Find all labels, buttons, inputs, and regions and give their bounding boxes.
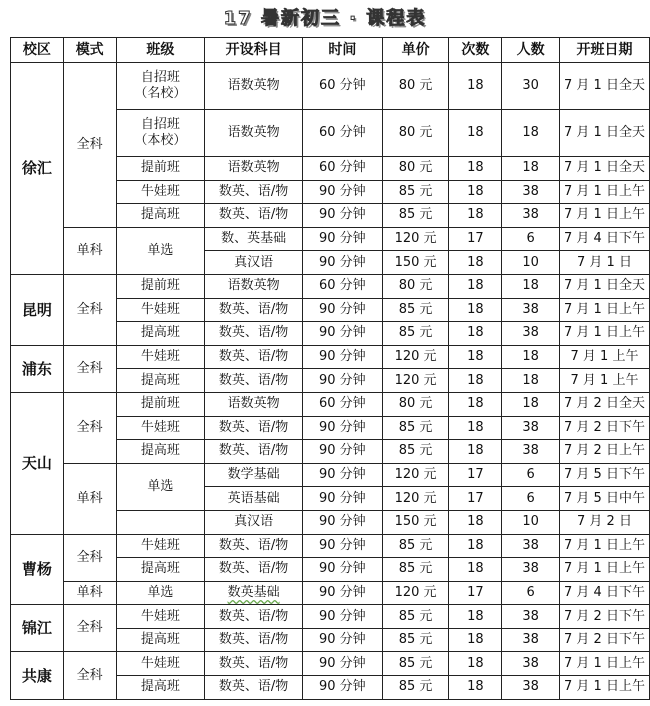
time-cell: 60 分钟 [303,274,383,298]
price-cell: 120 元 [382,487,449,511]
sessions-cell: 18 [449,534,502,558]
class-cell: 提高班 [116,440,205,464]
subjects-cell: 真汉语 [205,251,303,275]
price-cell: 85 元 [382,676,449,700]
people-cell: 38 [502,605,560,629]
sessions-cell: 18 [449,440,502,464]
table-row [11,463,650,487]
people-cell: 18 [502,369,560,393]
subjects-cell: 数英、语/物 [205,345,303,369]
class-cell: 提高班 [116,676,205,700]
class-cell: 提前班 [116,157,205,181]
date-cell: 7 月 1 日上午 [560,534,650,558]
table-row [11,227,650,251]
campus-cell: 昆明 [11,274,64,345]
time-cell: 90 分钟 [303,652,383,676]
people-cell: 18 [502,345,560,369]
time-cell: 90 分钟 [303,204,383,228]
class-cell: 牛娃班 [116,605,205,629]
subjects-cell: 数英、语/物 [205,534,303,558]
header-mode: 模式 [63,38,116,63]
class-cell: 单选 [116,227,205,274]
class-cell: 牛娃班 [116,180,205,204]
people-cell: 6 [502,487,560,511]
sessions-cell: 18 [449,676,502,700]
subjects-cell: 数英、语/物 [205,558,303,582]
subjects-cell: 语数英物 [205,392,303,416]
table-row [11,274,650,298]
mode-cell: 单科 [63,227,116,274]
people-cell: 38 [502,534,560,558]
sessions-cell: 18 [449,369,502,393]
class-cell-empty [116,510,205,534]
sessions-cell: 18 [449,605,502,629]
people-cell: 38 [502,440,560,464]
campus-cell: 共康 [11,652,64,699]
campus-cell: 锦江 [11,605,64,652]
class-cell: 提前班 [116,274,205,298]
sessions-cell: 18 [449,322,502,346]
mode-cell: 全科 [63,534,116,581]
date-cell: 7 月 1 日上午 [560,558,650,582]
price-cell: 85 元 [382,440,449,464]
price-cell: 80 元 [382,63,449,110]
class-cell: 单选 [116,581,205,605]
subjects-cell: 数、英基础 [205,227,303,251]
time-cell: 60 分钟 [303,110,383,157]
table-row [11,63,650,110]
subjects-cell: 数英、语/物 [205,440,303,464]
price-cell: 85 元 [382,322,449,346]
header-subjects: 开设科目 [205,38,303,63]
date-cell: 7 月 2 日下午 [560,628,650,652]
people-cell: 38 [502,204,560,228]
people-cell: 18 [502,274,560,298]
price-cell: 120 元 [382,581,449,605]
sessions-cell: 17 [449,227,502,251]
people-cell: 38 [502,298,560,322]
sessions-cell: 18 [449,274,502,298]
class-cell: 自招班 （名校） [116,63,205,110]
date-cell: 7 月 1 日全天 [560,110,650,157]
sessions-cell: 18 [449,251,502,275]
schedule-table [10,37,650,700]
people-cell: 38 [502,558,560,582]
date-cell: 7 月 2 日 [560,510,650,534]
date-cell: 7 月 1 日上午 [560,652,650,676]
time-cell: 60 分钟 [303,63,383,110]
time-cell: 90 分钟 [303,440,383,464]
class-cell: 提高班 [116,322,205,346]
sessions-cell: 18 [449,204,502,228]
date-cell: 7 月 1 日上午 [560,322,650,346]
people-cell: 18 [502,157,560,181]
mode-cell: 全科 [63,63,116,228]
date-cell: 7 月 1 日上午 [560,298,650,322]
price-cell: 85 元 [382,416,449,440]
people-cell: 10 [502,510,560,534]
class-cell: 牛娃班 [116,534,205,558]
sessions-cell: 18 [449,63,502,110]
time-cell: 90 分钟 [303,227,383,251]
people-cell: 38 [502,628,560,652]
people-cell: 6 [502,581,560,605]
price-cell: 80 元 [382,110,449,157]
class-cell: 提高班 [116,628,205,652]
time-cell: 90 分钟 [303,369,383,393]
sessions-cell: 18 [449,110,502,157]
price-cell: 150 元 [382,510,449,534]
table-row [11,605,650,629]
sessions-cell: 17 [449,581,502,605]
subjects-cell: 语数英物 [205,110,303,157]
price-cell: 120 元 [382,369,449,393]
time-cell: 90 分钟 [303,322,383,346]
price-cell: 120 元 [382,227,449,251]
time-cell: 90 分钟 [303,510,383,534]
mode-cell: 全科 [63,345,116,392]
time-cell: 90 分钟 [303,487,383,511]
sessions-cell: 18 [449,628,502,652]
subjects-cell: 数学基础 [205,463,303,487]
date-cell: 7 月 1 日上午 [560,676,650,700]
header-campus: 校区 [11,38,64,63]
class-cell: 牛娃班 [116,345,205,369]
date-cell: 7 月 1 上午 [560,345,650,369]
price-cell: 85 元 [382,652,449,676]
time-cell: 60 分钟 [303,157,383,181]
sessions-cell: 18 [449,510,502,534]
date-cell: 7 月 4 日下午 [560,581,650,605]
price-cell: 80 元 [382,157,449,181]
mode-cell: 全科 [63,274,116,345]
table-row [11,534,650,558]
people-cell: 10 [502,251,560,275]
date-cell: 7 月 1 日全天 [560,157,650,181]
date-cell: 7 月 1 日上午 [560,180,650,204]
subjects-cell: 数英、语/物 [205,204,303,228]
time-cell: 90 分钟 [303,251,383,275]
people-cell: 38 [502,180,560,204]
sessions-cell: 18 [449,345,502,369]
class-cell: 提高班 [116,558,205,582]
class-cell: 牛娃班 [116,652,205,676]
class-cell: 提前班 [116,392,205,416]
subjects-cell: 数英、语/物 [205,180,303,204]
price-cell: 120 元 [382,345,449,369]
subjects-cell: 数英、语/物 [205,628,303,652]
subjects-cell: 语数英物 [205,274,303,298]
mode-cell: 单科 [63,581,116,605]
price-cell: 85 元 [382,558,449,582]
mode-cell: 全科 [63,392,116,463]
subjects-cell: 数英、语/物 [205,322,303,346]
sessions-cell: 18 [449,416,502,440]
header-people: 人数 [502,38,560,63]
subjects-cell: 数英、语/物 [205,298,303,322]
people-cell: 6 [502,463,560,487]
people-cell: 18 [502,392,560,416]
time-cell: 90 分钟 [303,416,383,440]
class-cell: 单选 [116,463,205,510]
date-cell: 7 月 1 日全天 [560,63,650,110]
date-cell: 7 月 2 日上午 [560,440,650,464]
date-cell: 7 月 1 上午 [560,369,650,393]
sessions-cell: 17 [449,487,502,511]
subjects-cell: 英语基础 [205,487,303,511]
time-cell: 60 分钟 [303,392,383,416]
subjects-cell: 真汉语 [205,510,303,534]
price-cell: 85 元 [382,534,449,558]
mode-cell: 全科 [63,652,116,699]
time-cell: 90 分钟 [303,558,383,582]
time-cell: 90 分钟 [303,605,383,629]
time-cell: 90 分钟 [303,345,383,369]
people-cell: 6 [502,227,560,251]
time-cell: 90 分钟 [303,676,383,700]
table-row [11,581,650,605]
price-cell: 85 元 [382,605,449,629]
table-row [11,392,650,416]
price-cell: 85 元 [382,204,449,228]
header-start-date: 开班日期 [560,38,650,63]
sessions-cell: 18 [449,298,502,322]
subjects-cell: 语数英物 [205,63,303,110]
header-class: 班级 [116,38,205,63]
campus-cell: 曹杨 [11,534,64,605]
sessions-cell: 17 [449,463,502,487]
class-cell: 牛娃班 [116,298,205,322]
price-cell: 150 元 [382,251,449,275]
subjects-cell: 数英、语/物 [205,369,303,393]
mode-cell: 全科 [63,605,116,652]
sessions-cell: 18 [449,157,502,181]
people-cell: 38 [502,652,560,676]
price-cell: 85 元 [382,180,449,204]
class-cell: 提高班 [116,369,205,393]
subjects-cell: 数英、语/物 [205,652,303,676]
time-cell: 90 分钟 [303,534,383,558]
time-cell: 90 分钟 [303,581,383,605]
price-cell: 85 元 [382,628,449,652]
header-time: 时间 [303,38,383,63]
sessions-cell: 18 [449,392,502,416]
people-cell: 38 [502,416,560,440]
campus-cell: 浦东 [11,345,64,392]
price-cell: 80 元 [382,392,449,416]
campus-cell: 徐汇 [11,63,64,275]
people-cell: 38 [502,322,560,346]
header-row [11,38,650,63]
page-title: 17 暑新初三 · 课程表 [223,8,427,29]
date-cell: 7 月 1 日 [560,251,650,275]
time-cell: 90 分钟 [303,628,383,652]
people-cell: 38 [502,676,560,700]
table-row [11,345,650,369]
people-cell: 18 [502,110,560,157]
sessions-cell: 18 [449,180,502,204]
class-cell: 提高班 [116,204,205,228]
campus-cell: 天山 [11,392,64,534]
mode-cell: 单科 [63,463,116,534]
header-price: 单价 [382,38,449,63]
subjects-cell: 数英、语/物 [205,605,303,629]
date-cell: 7 月 2 日下午 [560,605,650,629]
time-cell: 90 分钟 [303,463,383,487]
date-cell: 7 月 5 日中午 [560,487,650,511]
date-cell: 7 月 1 日上午 [560,204,650,228]
date-cell: 7 月 2 日下午 [560,416,650,440]
date-cell: 7 月 4 日下午 [560,227,650,251]
subjects-cell: 数英、语/物 [205,416,303,440]
table-row [11,652,650,676]
date-cell: 7 月 2 日全天 [560,392,650,416]
sessions-cell: 18 [449,652,502,676]
sessions-cell: 18 [449,558,502,582]
header-sessions: 次数 [449,38,502,63]
price-cell: 120 元 [382,463,449,487]
time-cell: 90 分钟 [303,180,383,204]
date-cell: 7 月 1 日全天 [560,274,650,298]
class-cell: 牛娃班 [116,416,205,440]
subjects-cell: 语数英物 [205,157,303,181]
price-cell: 80 元 [382,274,449,298]
date-cell: 7 月 5 日下午 [560,463,650,487]
class-cell: 自招班 （本校） [116,110,205,157]
people-cell: 30 [502,63,560,110]
subjects-cell: 数英、语/物 [205,676,303,700]
subjects-cell [205,581,303,605]
time-cell: 90 分钟 [303,298,383,322]
subjects-text: 数英基础 [227,584,280,600]
price-cell: 85 元 [382,298,449,322]
